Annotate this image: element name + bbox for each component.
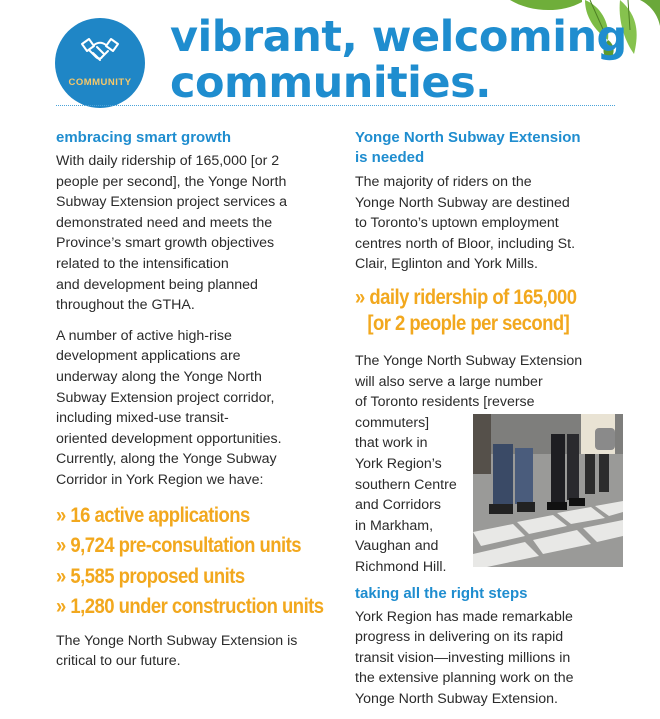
right-column [355, 128, 623, 719]
text-line: Vaughan and [355, 538, 439, 555]
pull-quote [355, 285, 591, 337]
text-line: will also serve a large number [355, 373, 543, 390]
text-line: the extensive planning work on the [355, 670, 574, 687]
text-line: including mixed-use transit- [56, 410, 229, 427]
text-line: that work in [355, 435, 428, 452]
text-line: development applications are [56, 348, 241, 365]
text-line: to Toronto’s uptown employment [355, 215, 559, 232]
text-line: Subway Extension project corridor, [56, 389, 275, 406]
text-line: commuters] [355, 414, 430, 431]
text-line: Currently, along the Yonge Subway [56, 451, 277, 468]
text-line: With daily ridership of 165,000 [or 2 [56, 153, 280, 169]
text-line: A number of active high-rise [56, 327, 232, 344]
text-line: southern Centre [355, 476, 457, 493]
subhead-line: is needed [355, 149, 425, 166]
text-line: The Yonge North Subway Extension [355, 352, 583, 369]
pull-quote-line: » daily ridership of 165,000 [355, 285, 577, 309]
text-line: Clair, Eglinton and York Mills. [355, 256, 538, 273]
text-line: Subway Extension project services a [56, 194, 288, 211]
left-paragraph-1 [56, 151, 321, 316]
text-line: Province’s smart growth objectives [56, 235, 275, 252]
stat-item: » 5,585 proposed units [56, 564, 245, 588]
text-line: and Corridors [355, 497, 441, 514]
right-subhead-2: taking all the right steps [355, 584, 528, 602]
left-subhead: embracing smart growth [56, 129, 232, 146]
text-line: Yonge North Subway Extension. [355, 690, 558, 707]
right-paragraph-3 [355, 607, 623, 710]
text-line: underway along the Yonge North [56, 368, 262, 385]
text-line: centres north of Bloor, including St. [355, 235, 576, 252]
handshake-icon [80, 34, 120, 68]
text-line: demonstrated need and meets the [56, 214, 273, 231]
right-subhead-1 [355, 128, 623, 168]
text-line: people per second], the Yonge North [56, 173, 287, 190]
title-line-1: vibrant, welcoming [170, 12, 627, 62]
text-line: The Yonge North Subway Extension is [56, 632, 298, 649]
text-line: critical to our future. [56, 653, 181, 670]
stat-item: » 16 active applications [56, 503, 250, 527]
text-line: related to the intensification [56, 255, 229, 272]
right-paragraph-1 [355, 172, 623, 275]
left-column [56, 128, 324, 682]
photo-section [355, 351, 623, 578]
text-line: in Markham, [355, 517, 434, 534]
commuters-crosswalk-photo [473, 414, 623, 567]
text-line: throughout the GTHA. [56, 297, 195, 314]
badge-label: COMMUNITY [68, 77, 132, 88]
community-badge [55, 18, 145, 108]
left-paragraph-3 [56, 631, 321, 672]
stats-list [56, 501, 324, 623]
text-line: progress in delivering on its rapid [355, 629, 564, 646]
text-line: Richmond Hill. [355, 558, 447, 575]
text-line: The majority of riders on the [355, 174, 532, 190]
text-line: oriented development opportunities. [56, 430, 282, 447]
header-divider [56, 105, 615, 106]
text-line: transit vision—investing millions in [355, 649, 571, 666]
text-line: York Region has made remarkable [355, 608, 573, 625]
text-line: and development being planned [56, 276, 258, 293]
pull-quote-line: [or 2 people per second] [367, 311, 570, 335]
page-title [170, 14, 627, 106]
subhead-line: Yonge North Subway Extension [355, 129, 581, 146]
text-line: Corridor in York Region we have: [56, 471, 264, 488]
stat-item: » 9,724 pre-consultation units [56, 534, 301, 557]
text-line: of Toronto residents [reverse [355, 394, 535, 411]
text-line: York Region’s [355, 455, 442, 472]
left-paragraph-2 [56, 326, 321, 491]
stat-item: » 1,280 under construction units [56, 595, 324, 618]
title-line-2: communities. [170, 58, 491, 108]
text-line: Yonge North Subway are destined [355, 194, 570, 211]
